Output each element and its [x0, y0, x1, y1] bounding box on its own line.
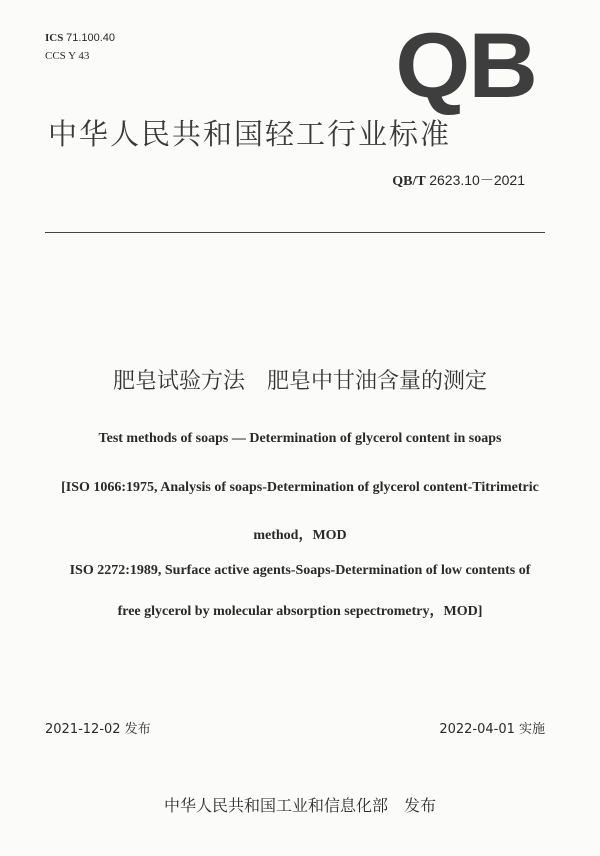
standard-prefix: QB/T: [392, 174, 426, 189]
iso-equivalence-line: method，MOD: [253, 528, 347, 543]
iso-equivalence-line: ISO 2272:1989, Surface active agents-Soaps-Determination of low contents of: [69, 563, 531, 578]
publisher: 中华人民共和国工业和信息化部 发布: [163, 796, 436, 815]
ics-label: ICS: [45, 32, 64, 44]
standard-number-value: 2623.10－2021: [429, 172, 525, 188]
ics-code: [45, 31, 115, 45]
chinese-title: 肥皂试验方法 肥皂中甘油含量的测定: [112, 369, 487, 394]
header-divider: [45, 232, 545, 233]
qb-logo: QB: [395, 15, 536, 117]
iso-equivalence-line: [ISO 1066:1975, Analysis of soaps-Determination of glycerol content-Titrimetric: [61, 480, 539, 495]
ccs-code: [45, 49, 89, 63]
english-title: Test methods of soaps — Determination of glycerol content in soaps: [98, 431, 502, 446]
implementation-date: 2022-04-01 实施: [439, 722, 545, 737]
standard-category-title: 中华人民共和国轻工行业标准: [48, 117, 452, 151]
ics-value: 71.100.40: [66, 32, 116, 44]
ccs-value: Y 43: [68, 50, 90, 62]
issue-date: 2021-12-02 发布: [45, 722, 151, 737]
ccs-label: CCS: [45, 50, 66, 62]
iso-equivalence-line: free glycerol by molecular absorption sepectrometry，MOD]: [117, 604, 483, 619]
standard-number: [392, 170, 525, 190]
